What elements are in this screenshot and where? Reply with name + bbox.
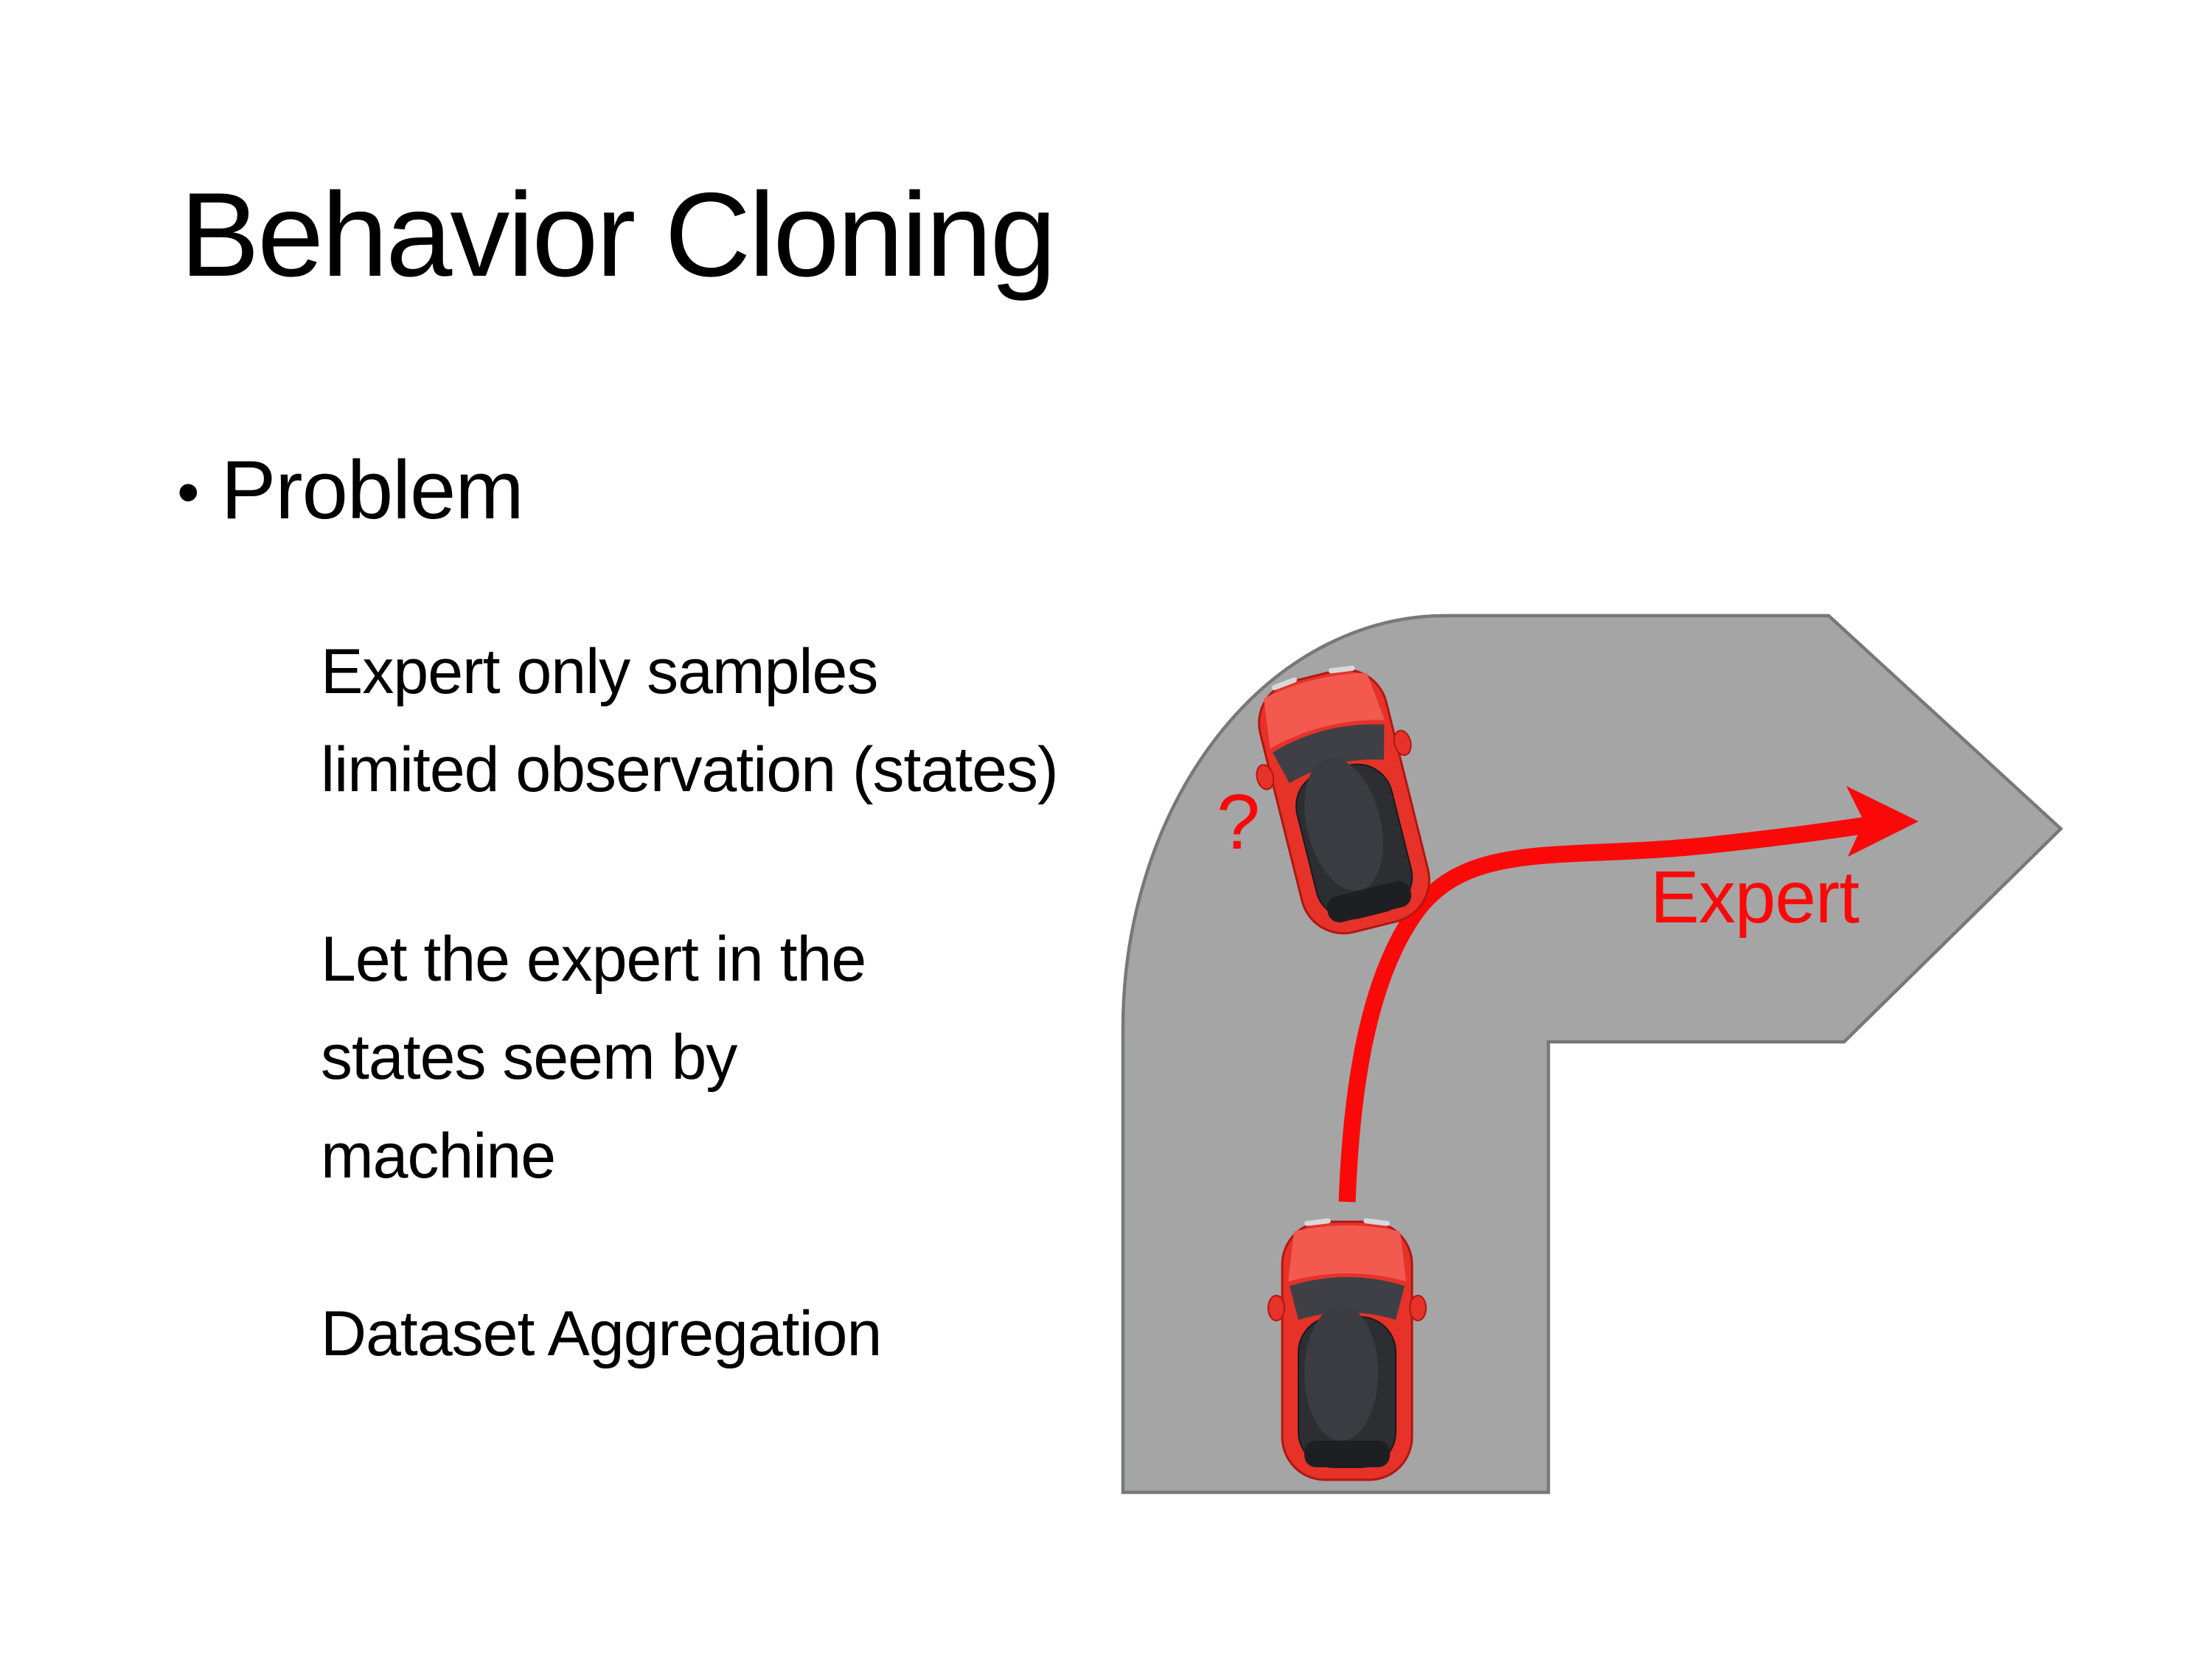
page-title: Behavior Cloning (180, 168, 1054, 302)
bullet-label: Problem (220, 444, 524, 536)
note-line: Dataset Aggregation (321, 1298, 882, 1369)
bullet-marker: • (177, 456, 199, 528)
note-line: Let the expert in the (321, 924, 866, 995)
note-line: limited observation (states) (321, 734, 1058, 806)
start-car (1268, 1218, 1426, 1480)
note-line: Expert only samples (321, 636, 878, 707)
expert-label: Expert (1650, 856, 1860, 939)
note-line: machine (321, 1120, 556, 1192)
question-mark-label: ? (1217, 779, 1260, 866)
note-line: states seem by (321, 1022, 737, 1093)
